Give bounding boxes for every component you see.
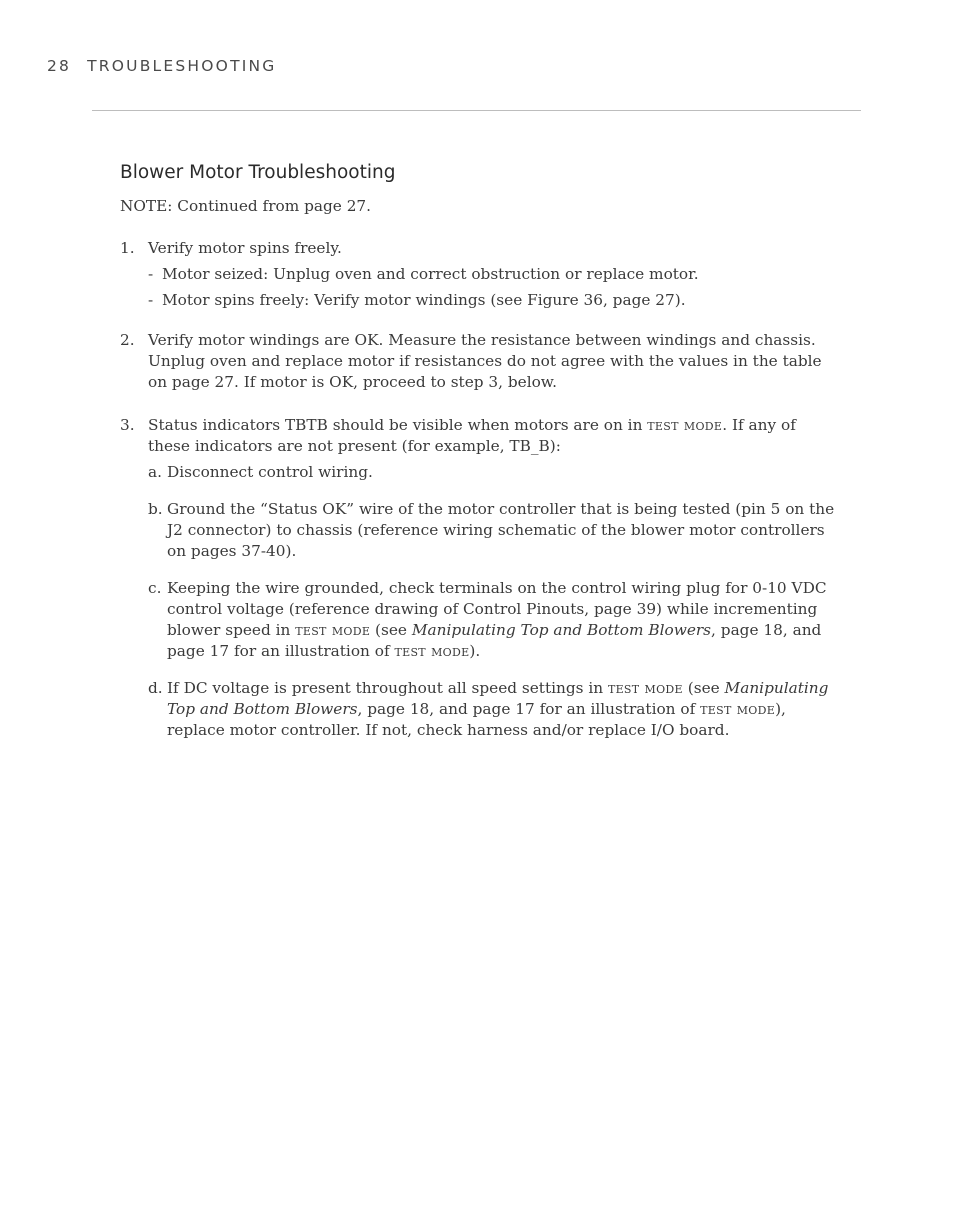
header-divider xyxy=(92,110,861,111)
test-mode-term: test mode xyxy=(295,621,371,639)
cross-reference: Manipulating Top and Bottom Blowers xyxy=(411,621,712,639)
step-number: 3. xyxy=(120,416,135,434)
step-number: 2. xyxy=(120,331,135,349)
continuation-note: NOTE: Continued from page 27. xyxy=(120,197,372,215)
step-text: Status indicators TBTB should be visible when motors are on in test mode. If any of these indicators are not present (for example, TB_B): xyxy=(148,416,796,455)
substep-mark: a. xyxy=(148,463,162,481)
substep-text: Keeping the wire grounded, check terminals on the control wiring plug for 0-10 VDC control voltage (reference drawing of Control Pinouts, page 39) while incrementing blower speed in test mode (see Manipulating Top and Bottom Blowers, page 18, and page 17 for an illustration of test mode). xyxy=(167,579,827,660)
section-title: TROUBLESHOOTING xyxy=(87,57,277,75)
test-mode-term: test mode xyxy=(647,416,723,434)
substep-b xyxy=(148,499,840,562)
substep-text: Disconnect control wiring. xyxy=(167,463,373,481)
step-1 xyxy=(120,238,840,311)
step-3 xyxy=(120,415,840,741)
step-body xyxy=(148,238,840,311)
page-number: 28 xyxy=(47,57,72,75)
dash-mark: - xyxy=(148,265,154,283)
step-number: 1. xyxy=(120,239,135,257)
step-2 xyxy=(120,330,840,393)
substep-c xyxy=(148,578,840,662)
substep-mark: b. xyxy=(148,500,163,518)
substep-a xyxy=(148,462,840,483)
page-header xyxy=(47,57,277,75)
step-text: Verify motor spins freely. xyxy=(148,239,342,257)
list-item xyxy=(148,264,840,285)
page-title: Blower Motor Troubleshooting xyxy=(120,162,396,183)
substep-mark: c. xyxy=(148,579,162,597)
cross-reference: Manipulating Top and Bottom Blowers xyxy=(167,679,829,718)
bullet-text: Motor seized: Unplug oven and correct obstruction or replace motor. xyxy=(162,265,699,283)
step-text: Verify motor windings are OK. Measure the resistance between windings and chassis. Unplug oven and replace motor if resistances do not agree with the values in the table on page 27. If motor is OK, proceed to step 3, below. xyxy=(148,331,822,391)
test-mode-term: test mode xyxy=(394,642,470,660)
test-mode-term: test mode xyxy=(700,700,776,718)
substep-text: If DC voltage is present throughout all speed settings in test mode (see Manipulating Top and Bottom Blowers, page 18, and page 17 for an illustration of test mode), replace motor controller. If not, check harness and/or replace I/O board. xyxy=(167,679,829,739)
dash-mark: - xyxy=(148,291,154,309)
substep-mark: d. xyxy=(148,679,163,697)
substep-text: Ground the “Status OK” wire of the motor controller that is being tested (pin 5 on the J2 connector) to chassis (reference wiring schematic of the blower motor controllers on pages 37-40). xyxy=(167,500,835,560)
step-body xyxy=(148,415,840,741)
document-body xyxy=(120,160,840,741)
test-mode-term: test mode xyxy=(607,679,683,697)
list-item xyxy=(148,290,840,311)
substep-d xyxy=(148,678,840,741)
bullet-text: Motor spins freely: Verify motor windings (see Figure 36, page 27). xyxy=(162,291,686,309)
